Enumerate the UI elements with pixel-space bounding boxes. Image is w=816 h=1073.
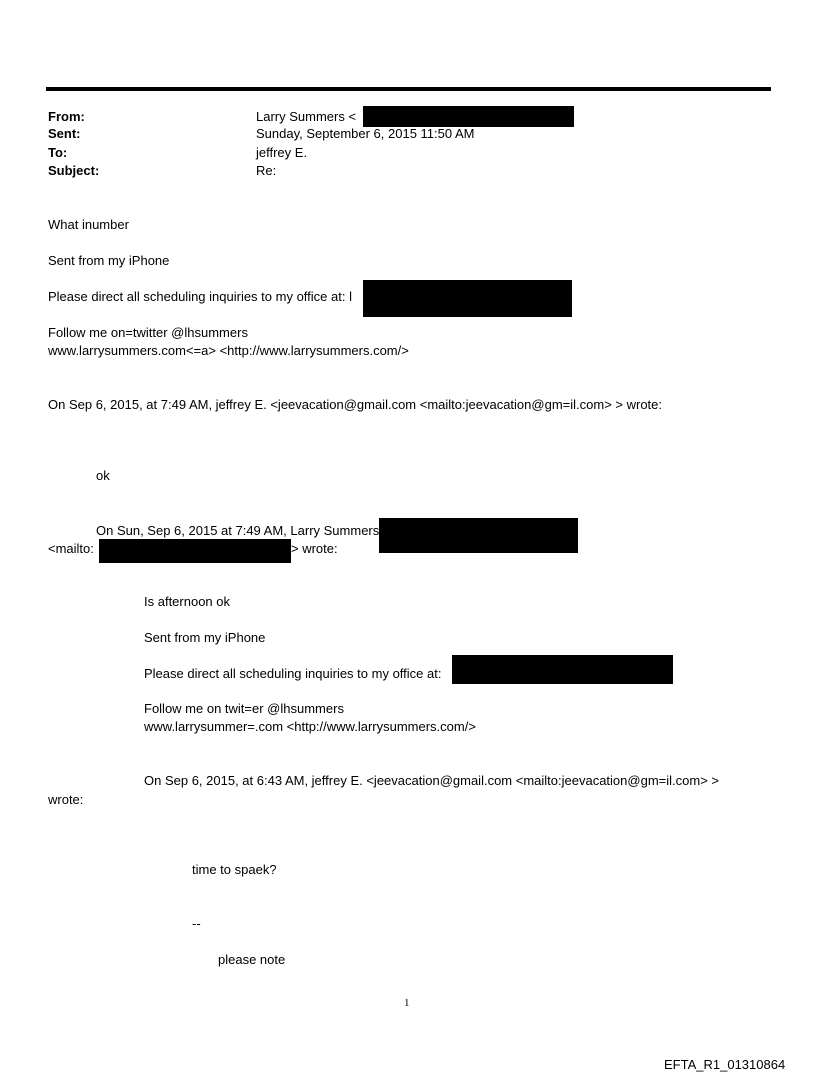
- redaction-from-email: [363, 106, 574, 127]
- body-line-website: www.larrysummers.com<=a> <http://www.larrysummers.com/>: [48, 343, 409, 358]
- quote2-afternoon: Is afternoon ok: [144, 594, 230, 609]
- page-number: 1: [404, 997, 410, 1009]
- body-line-follow: Follow me on=twitter @lhsummers: [48, 325, 248, 340]
- subject-label: Subject:: [48, 163, 100, 178]
- from-label: From:: [48, 109, 85, 124]
- sent-label: Sent:: [48, 126, 81, 141]
- quote2-website: www.larrysummer=.com <http://www.larrysummers.com/>: [144, 719, 476, 734]
- quote3-signature-dashes: --: [192, 916, 201, 931]
- quote2-scheduling: Please direct all scheduling inquiries to my office at:: [144, 666, 442, 681]
- quote1-wrote: > wrote:: [291, 541, 338, 556]
- redaction-office-email-2: [452, 655, 673, 684]
- body-line-scheduling: Please direct all scheduling inquiries to my office at: l: [48, 289, 352, 304]
- quote2-wrote: wrote:: [48, 792, 84, 807]
- quote1-on-line: On Sun, Sep 6, 2015 at 7:49 AM, Larry Summers: [96, 523, 380, 538]
- quote1-mailto: <mailto:: [48, 541, 94, 556]
- to-value: jeffrey E.: [256, 145, 308, 160]
- redaction-mailto-email: [99, 539, 291, 563]
- quote2-sent-from: Sent from my iPhone: [144, 630, 266, 645]
- body-line-quote-header: On Sep 6, 2015, at 7:49 AM, jeffrey E. <jeevacation@gmail.com <mailto:jeevacation@gm=il.com> > wrote:: [48, 397, 662, 412]
- quote3-please-note: please note: [218, 952, 286, 967]
- to-label: To:: [48, 145, 68, 160]
- redaction-summers-email: [379, 518, 578, 553]
- redaction-office-email: [363, 280, 572, 317]
- footer-document-id: EFTA_R1_01310864: [664, 1057, 786, 1072]
- quote1-ok: ok: [96, 468, 110, 483]
- body-line-what-number: What inumber: [48, 217, 129, 232]
- subject-value: Re:: [256, 163, 277, 178]
- quote3-time-to-speak: time to spaek?: [192, 862, 277, 877]
- header-rule: [46, 87, 771, 91]
- quote2-on-line: On Sep 6, 2015, at 6:43 AM, jeffrey E. <jeevacation@gmail.com <mailto:jeevacation@gm=il.com> >: [144, 773, 719, 788]
- body-line-sent-from: Sent from my iPhone: [48, 253, 170, 268]
- from-value: Larry Summers <: [256, 109, 357, 124]
- sent-value: Sunday, September 6, 2015 11:50 AM: [256, 126, 475, 141]
- quote2-follow: Follow me on twit=er @lhsummers: [144, 701, 344, 716]
